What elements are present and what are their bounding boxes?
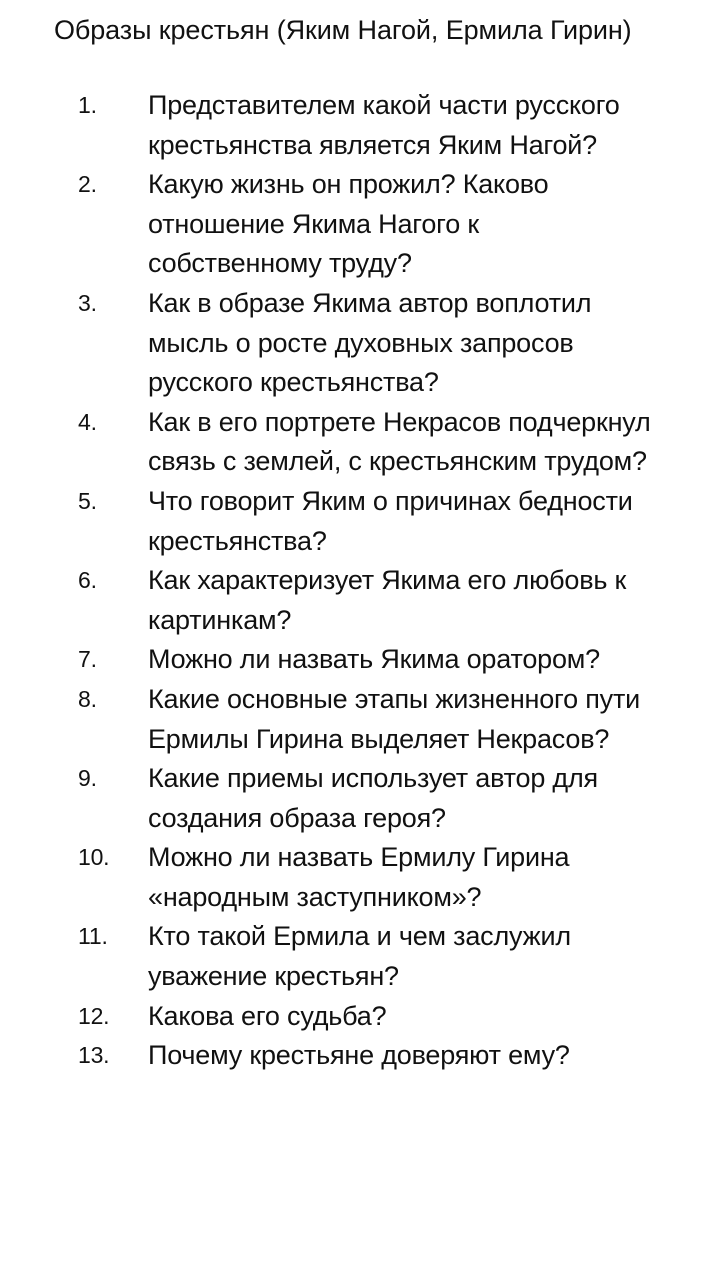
item-text: Кто такой Ермила и чем заслужил уважение крестьян? [148,921,571,992]
item-number: 1. [78,92,97,118]
item-text: Что говорит Яким о причинах бедности крестьянства? [148,485,633,556]
item-number: 13. [78,1042,110,1069]
list-item [54,759,666,838]
item-number: 2. [78,171,97,198]
item-text: Как характеризует Якима его любовь к картинкам? [148,565,627,635]
list-item [54,640,666,680]
list-item [54,165,666,284]
list-item [54,917,666,996]
item-text: Какие приемы использует автор для создания образа героя? [148,763,598,833]
item-number: 11. [78,923,108,950]
item-text: Какова его судьба? [148,1000,387,1031]
document-title: Образы крестьян (Яким Нагой, Ермила Гирин) [54,15,632,45]
list-item [54,561,666,640]
item-number: 4. [78,408,97,435]
list-item [54,403,666,482]
list-item [54,1036,666,1076]
item-number: 5. [78,487,97,514]
item-number: 12. [78,1002,110,1029]
item-number: 7. [78,646,97,673]
item-number: 3. [78,289,97,316]
item-text: Какую жизнь он прожил? Каково отношение Якима Нагого к собственному труду? [148,169,549,279]
list-item [54,838,666,917]
item-number: 9. [78,765,97,792]
list-item [54,997,666,1037]
list-item [54,86,666,165]
item-text: Какие основные этапы жизненного пути Ермилы Гирина выделяет Некрасов? [148,683,640,754]
item-number: 6. [78,567,97,594]
list-item [54,680,666,759]
item-text: Можно ли назвать Якима оратором? [148,644,600,675]
item-text: Как в образе Якима автор воплотил мысль о росте духовных запросов русского крестьянства? [148,287,592,398]
question-list [54,86,666,1076]
item-text: Можно ли назвать Ермилу Гирина «народным заступником»? [148,842,570,912]
item-text: Как в его портрете Некрасов подчеркнул связь с землей, с крестьянским трудом? [148,406,651,477]
item-number: 8. [78,685,97,712]
list-item [54,284,666,403]
list-item [54,482,666,561]
item-number: 10. [78,844,110,871]
item-text: Представителем какой части русского крестьянства является Яким Нагой? [148,90,620,160]
item-text: Почему крестьяне доверяют ему? [148,1040,570,1071]
